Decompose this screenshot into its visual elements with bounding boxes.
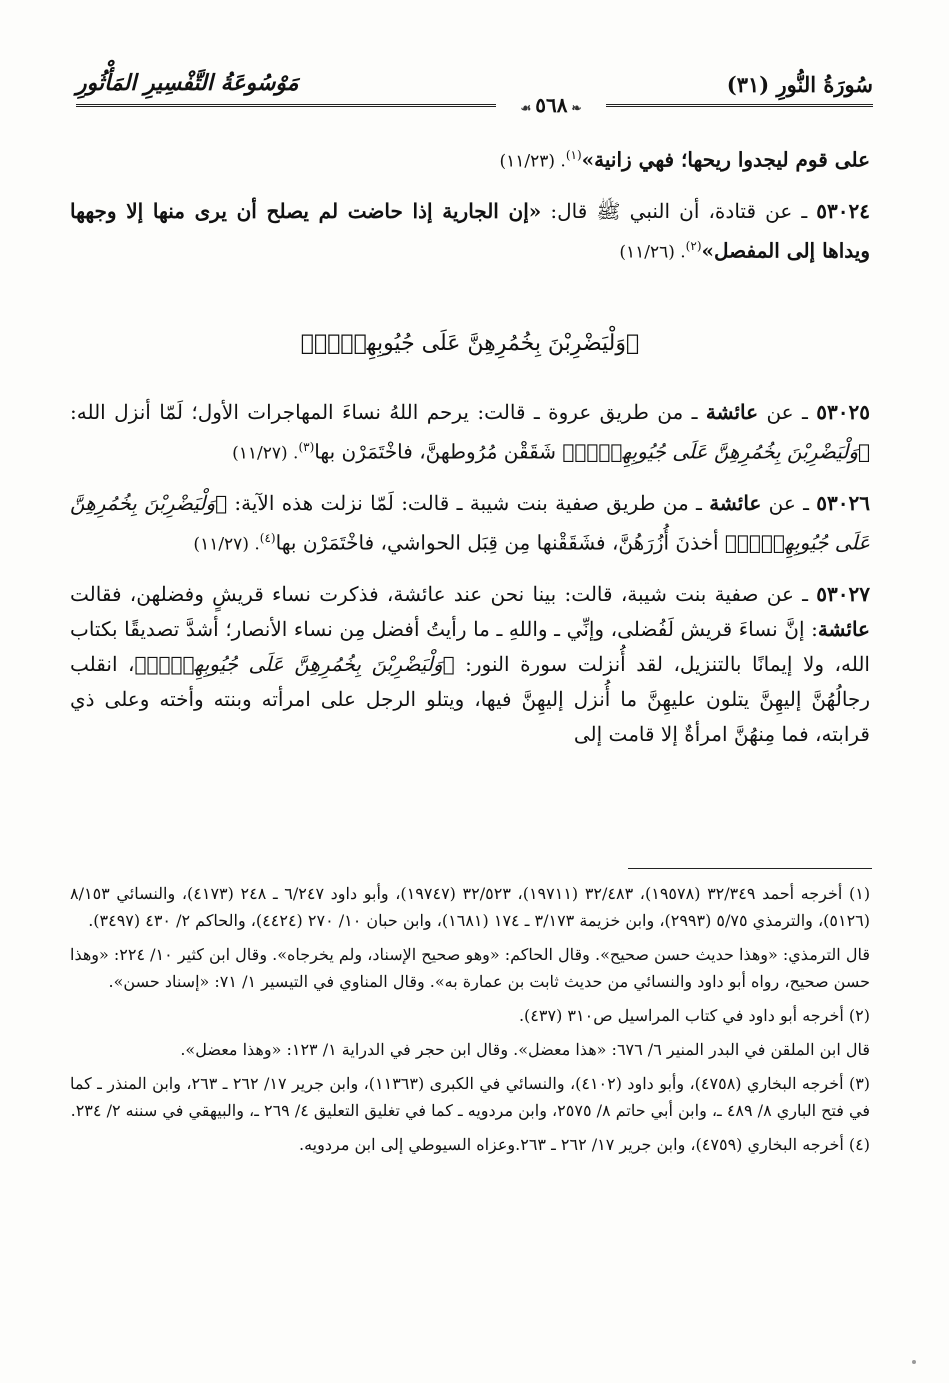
quran-quote: ﴿وَلْيَضْرِبْنَ بِخُمُرِهِنَّ عَلَى جُيُوبِهِنَّۖ﴾ [70,490,870,555]
narrator-name: عائشة [709,490,762,515]
ornament-icon: ☙ [520,101,532,115]
entry-text: ـ عن [758,400,817,425]
entry-continuation [70,138,870,180]
quran-quote: ﴿وَلْيَضْرِبْنَ بِخُمُرِهِنَّ عَلَى جُيُوبِهِنَّۖ﴾ [562,439,870,464]
narrator-name: عائشة [705,400,759,425]
entry-number: ٥٣٠٢٤ [816,198,871,223]
footnotes [70,880,870,1165]
entry-text: ـ عن [761,490,817,515]
entry-text: ـ من طريق صفية بنت شيبة ـ قالت: لَمّا نزلت هذه الآية: [227,490,710,515]
footnote-commentary: قال ابن الملقن في البدر المنير ٦/ ٦٧٦: «هذا معضل». وقال ابن حجر في الدراية ١/ ١٢٣: «وهذا معضل». [180,1040,870,1059]
book-title: مَوْسُوعَةُ التَّفْسِيرِ المَأْثُورِ [76,70,299,96]
entry-number: ٥٣٠٢٦ [816,490,871,515]
page-number-box [496,92,606,118]
ornament-icon: ❧ [571,101,582,115]
footnote-marker: (٤) [259,530,276,545]
running-header [76,58,873,117]
main-text [70,138,870,752]
page-number: ٥٦٨ [535,93,568,117]
footnote: (٣) أخرجه البخاري (٤٧٥٨)، وأبو داود (٤١٠٢)، والنسائي في الكبرى (١١٣٦٣)، وابن جرير ١٧/ ٢٦٢ ـ ٢٦٣، وابن المنذر ـ كما في فتح الباري ٨/ ٤٨٩ ـ، وابن أبي حاتم ٨/ ٢٥٧٥، وابن مردويه ـ كما في تغليق التعليق ٤/ ٢٦٩ ـ، والبيهقي في سننه ٢/ ٢٣٤. [70,1074,871,1120]
footnote-marker: (٢) [685,238,702,253]
footnote: (١) أخرجه أحمد ٣٢/٣٤٩ (١٩٥٧٨)، ٣٢/٤٨٣ (١٩٧١١)، ٣٢/٥٢٣ (١٩٧٤٧)، وأبو داود ٦/٢٤٧ ـ ٢٤٨ (٤١٧٣)، والنسائي ٨/١٥٣ (٥١٢٦)، والترمذي ٥/٧٥ (٢٩٩٣)، وابن خزيمة ٣/١٧٣ ـ ١٧٤ (١٦٨١)، وابن حبان ١٠/ ٢٧٠ (٤٤٢٤)، والحاكم ٢/ ٤٣٠ (٣٤٩٧). [70,884,871,930]
entry-number: ٥٣٠٢٧ [816,581,870,606]
hadith-text: «إن الجارية إذا حاضت لم يصلح أن يرى منها إلا وجهها ويداها إلى المفصل» [70,198,870,263]
surah-title: سُورَةُ النُّورِ (٣١) [726,72,873,97]
header-rule [76,104,873,107]
narrator-name: عائشة [817,616,870,641]
entry-reference: . (١١/٢٣) [499,151,566,172]
footnote: (٤) أخرجه البخاري (٤٧٥٩)، وابن جرير ١٧/ ٢٦٢ ـ ٢٦٣.وعزاه السيوطي إلى ابن مردويه. [299,1135,870,1154]
footnote-marker: (١) [565,148,582,162]
entry-text: ـ من طريق عروة ـ قالت: يرحم اللهُ نساءَ المهاجرات الأول؛ لَمّا أنزل الله: [70,400,706,425]
entry [70,194,870,271]
entry-text: شَقَقْن مُرُوطهنَّ، فاخْتَمَرْن بها [314,439,563,464]
entry-number: ٥٣٠٢٥ [816,400,870,425]
footnote-marker: (٣) [298,440,315,455]
entry [70,577,870,752]
entry [70,395,870,472]
quran-quote: ﴿وَلْيَضْرِبْنَ بِخُمُرِهِنَّ عَلَى جُيُوبِهِنَّۖ﴾ [134,651,455,676]
footnote-commentary: قال الترمذي: «وهذا حديث حسن صحيح». وقال الحاكم: «وهو صحيح الإسناد، ولم يخرجاه». وقال ابن كثير ١٠/ ٢٢٤: «وهذا حسن صحيح، رواه أبو داود والنسائي من حديث ثابت بن عمارة به». وقال المناوي في التيسير ١/ ٧١: «إسناد حسن». [70,945,870,991]
entry-reference: . (١١/٢٧) [232,443,299,464]
entry-text: : إنَّ نساءَ قريش لَفُضلى، وإنِّي ـ واللهِ ـ ما رأيتُ أفضل مِن نساء الأنصار؛ أشدَّ تصديقًا بكتاب الله، ولا إيمانًا بالتنزيل، لقد أُنزلت سورة النور: [70,616,870,676]
footnote: (٢) أخرجه أبو داود في كتاب المراسيل ص٣١٠ (٤٣٧). [518,1006,870,1025]
entry-text: على قوم ليجدوا ريحها؛ فهي زانية» [581,147,870,172]
verse-heading: ﴿وَلْيَضْرِبْنَ بِخُمُرِهِنَّ عَلَى جُيُوبِهِنَّۖ﴾ [300,331,640,357]
entry [70,486,870,563]
entry-reference: . (١١/٢٦) [619,242,686,263]
entry-text: ـ عن صفية بنت شيبة، قالت: بينا نحن عند عائشة، فذكرت نساء قريشٍ وفضلهن، فقالت [70,581,817,606]
entry-text: ـ عن قتادة، أن النبي ﷺ قال: [541,198,817,223]
entry-reference: . (١١/٢٧) [193,534,260,555]
entry-text: أخذنَ أُزُرَهُنَّ، فشَقَقْنها مِن قِبَل الحواشي، فاخْتَمَرْن بها [275,530,725,555]
footnote-separator [628,868,872,869]
scan-mark [912,1360,916,1364]
entry-text: ، انقلب رجالُهُنَّ إليهِنَّ يتلون عليهِنَّ ما أُنزل إليهِنَّ فيها، ويتلو الرجل على امرأته وبنته وأخته وعلى ذي قرابته، فما مِنهُنَّ امرأةٌ إلا قامت إلى [70,651,870,746]
